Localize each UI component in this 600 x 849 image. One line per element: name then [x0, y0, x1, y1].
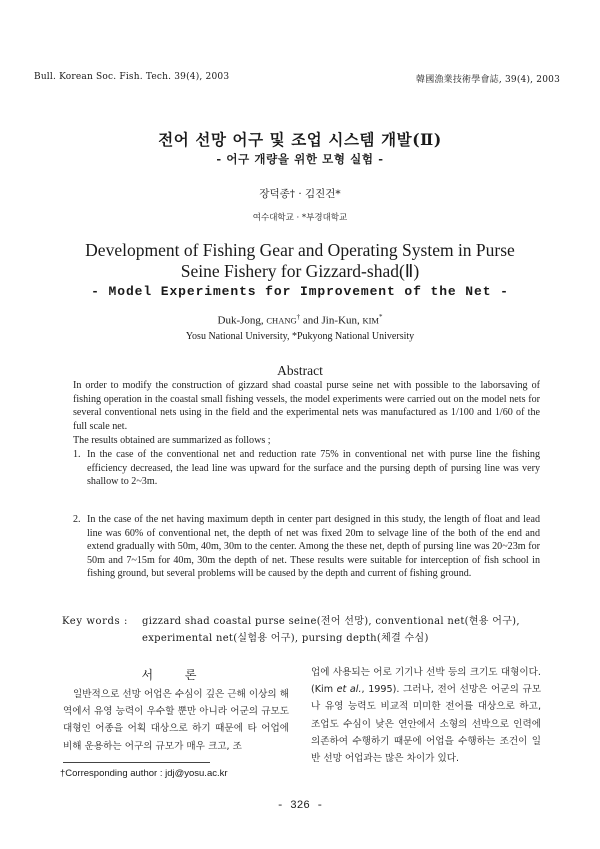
intro-right-text-b: , 1995). 그러나, 전어 선망은 어군의 규모나 유영 능력도 비교적 미미한 전어를 대상으로 하고, 조업도 수심이 낮은 연안에서 소형의 선박으로 인력에 의존하여 수행하기 때문에 어업을 수행하는 조건이 일반 선망 어업과는 많은 차이가 있다. [311, 684, 541, 765]
author1-family: CHANG [266, 315, 297, 326]
english-affiliation: Yosu National University, *Pukyong National University [185, 331, 415, 342]
footnote-divider [63, 762, 210, 763]
korean-affiliation: 여수대학교 · *부경대학교 [252, 213, 348, 223]
intro-right-column [311, 664, 541, 767]
intro-left-column: 일반적으로 선망 어업은 수심이 깊은 근해 이상의 해역에서 유영 능력이 우수할 뿐만 아니라 어군의 규모도 대형인 어종을 어획 대상으로 하기 때문에 타 어업에 비해 운용하는 어구의 규모가 매우 크고, 조 [63, 689, 289, 752]
intro-right-text-a: 업에 사용되는 어로 기기나 선박 등의 크기도 대형이다.(Kim [311, 667, 541, 696]
abstract-heading: Abstract [277, 363, 323, 378]
item-number: 2. [73, 514, 81, 525]
author2-family: KIM [362, 315, 379, 326]
abstract-item-2 [73, 513, 540, 581]
korean-title: 전어 선망 어구 및 조업 시스템 개발(Ⅱ) [158, 130, 442, 149]
keywords [62, 613, 542, 647]
english-subtitle: - Model Experiments for Improvement of the Net - [91, 284, 509, 299]
running-header-right: 韓國漁業技術學會誌, 39(4), 2003 [416, 75, 560, 85]
korean-subtitle: - 어구 개량을 위한 모형 실험 - [216, 152, 384, 166]
item-text: In the case of the net having maximum depth in center part designed in this study, the length of float and lead line was 60% of conventional net, the depth of net was fixed 20m to selvage line of the both of the end and extend gradually with 50m, 40m, 30m to the center. Among the these net, depth of pursing line was 20~23m for 50m and 7~15m for 40m, 30m the depth of net. These results were suitable for interception of fish school in fishing ground, but several problems will be caused by the depth and current of fishing ground. [87, 514, 540, 580]
intro-right-text-etal: et al. [336, 684, 362, 696]
item-number: 1. [73, 449, 81, 460]
author-and: and Jin-Kun, [300, 314, 363, 327]
item-text: In the case of the conventional net and reduction rate 75% in conventional net with purse line the fishing efficiency decreased, the lead line was upward for the surface and the pursing depth of pursing line was very shallow to 2~3m. [87, 449, 540, 488]
english-title-line1: Development of Fishing Gear and Operating System in Purse [85, 240, 515, 260]
korean-authors: 장덕종† · 김진건* [259, 188, 341, 200]
keywords-text: gizzard shad coastal purse seine(전어 선망), conventional net(현용 어구), experimental net(실험용 어구), pursing depth(체결 수심) [142, 616, 520, 644]
author1-given: Duk-Jong, [217, 314, 267, 327]
abstract-item-1 [73, 448, 540, 489]
section-heading-introduction: 서 론 [141, 668, 211, 682]
author1-mark: † [296, 313, 301, 321]
english-title-line2: Seine Fishery for Gizzard-shad(Ⅱ) [180, 261, 420, 281]
author2-mark: * [378, 313, 383, 321]
footnote-corresponding-author: †Corresponding author : jdj@yosu.ac.kr [60, 768, 228, 779]
running-header-left: Bull. Korean Soc. Fish. Tech. 39(4), 2003 [34, 72, 230, 82]
abstract-intro: In order to modify the construction of gizzard shad coastal purse seine net with possible to the laborsaving of fishing operation in the coastal small fishing vessels, the model experiments were carried out on the model nets for several conventional nets using in the field and the experimental nets was manufactured as 1/100 and 1/60 of the full scale net. [73, 380, 540, 432]
abstract-summary-line: The results obtained are summarized as follows ; [73, 435, 271, 446]
english-authors [0, 313, 600, 327]
keywords-label: Key words : [62, 616, 128, 627]
page-number: - 326 - [276, 800, 324, 812]
